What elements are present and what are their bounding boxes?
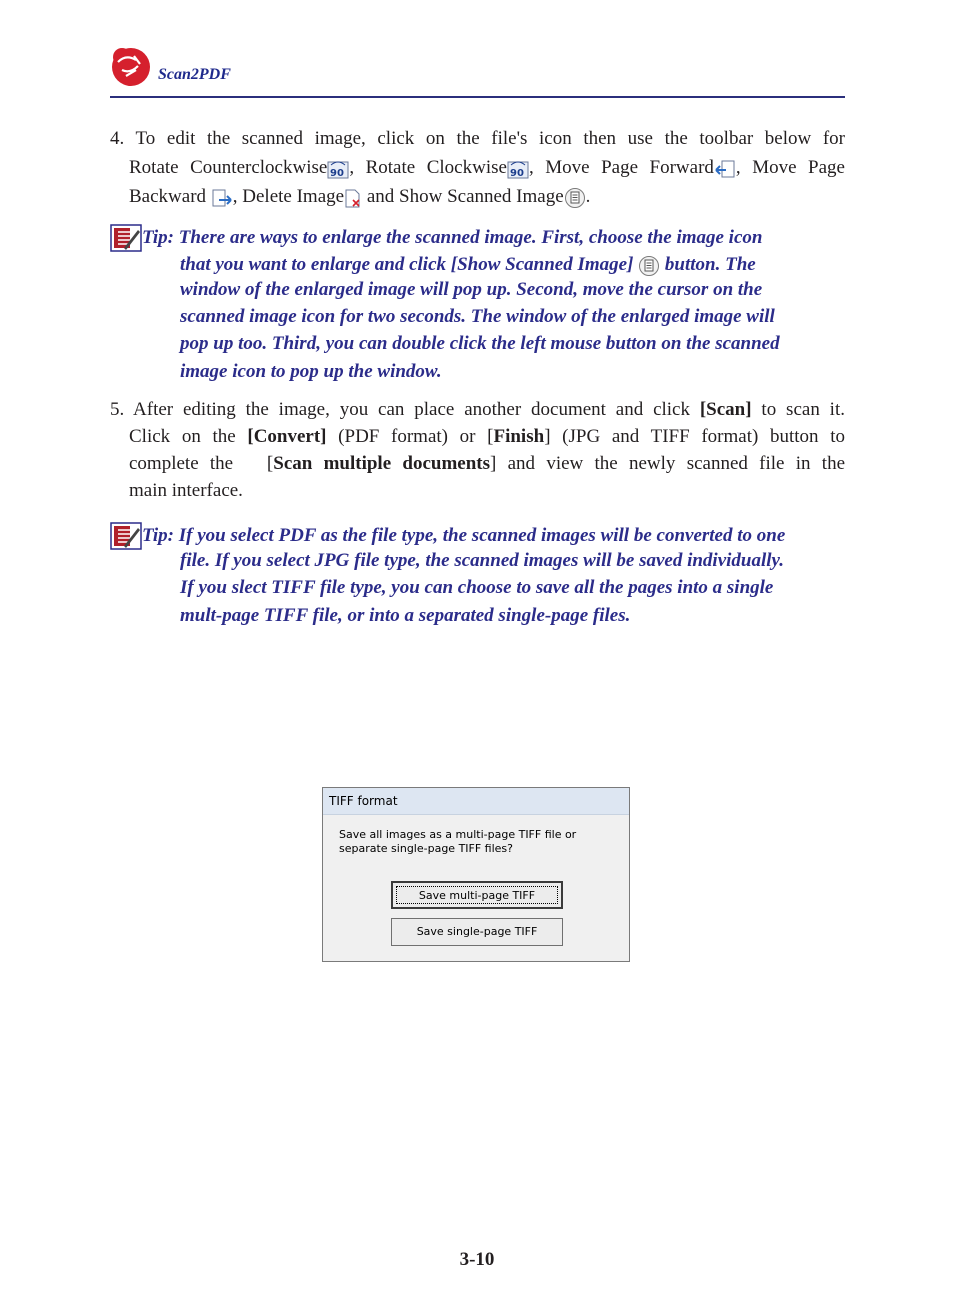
tip-1-line-2 (180, 251, 756, 278)
move-forward-label: , Move Page Forward (528, 157, 714, 178)
tip-1-line-5: pop up too. Third, you can double click the left mouse button on the scanned (180, 333, 780, 354)
step-4-line-2 (110, 153, 845, 182)
move-forward-icon (714, 159, 736, 179)
step-5-text: ] and view the newly scanned file in the (490, 453, 845, 474)
logo-icon (108, 42, 154, 88)
finish-label: Finish (493, 426, 545, 447)
brand-name: Scan2PDF (158, 66, 231, 83)
rotate-cw-label: , Rotate Clockwise (349, 157, 507, 178)
dialog-titlebar (323, 788, 629, 815)
save-multi-page-tiff-button[interactable] (391, 881, 563, 909)
move-backward-icon (211, 188, 233, 208)
scan-multiple-label: Scan multiple documents (273, 453, 491, 474)
svg-text:90: 90 (509, 167, 524, 179)
tip-2 (110, 522, 845, 632)
tip-1-line-2a: that you want to enlarge and click [Show Scanned Image] (180, 254, 634, 275)
tip-2-line-1: Tip: If you select PDF as the file type, the scanned images will be converted to one (142, 525, 786, 546)
tip-1-line-6: image icon to pop up the window. (180, 361, 442, 382)
rotate-ccw-icon (327, 159, 349, 179)
step-5-line-4: main interface. (129, 480, 243, 501)
step-5-line-3 (110, 450, 845, 477)
show-image-icon (638, 255, 660, 277)
period: . (585, 186, 591, 207)
save-multi-label: Save multi-page TIFF (418, 889, 536, 902)
step-5-text: Click on the (129, 426, 248, 447)
show-scanned-label: and Show Scanned Image (362, 186, 564, 207)
tip-1-line-2b: button. The (664, 254, 756, 275)
dialog-title: TIFF format (329, 794, 398, 808)
backward-label: Backward (129, 186, 207, 207)
step-4-paragraph (110, 124, 845, 211)
step-4-line-3 (110, 182, 845, 211)
tip-1-line-1: Tip: There are ways to enlarge the scanned image. First, choose the image icon (142, 227, 763, 248)
save-single-label: Save single-page TIFF (416, 925, 538, 938)
tip-1-line-4: scanned image icon for two seconds. The window of the enlarged image will (180, 306, 775, 327)
header-divider (110, 96, 845, 98)
step-5-paragraph (110, 396, 845, 504)
tip-1-line-3: window of the enlarged image will pop up. Second, move the cursor on the (180, 279, 763, 300)
step-5-text: to scan it. (751, 399, 845, 420)
tip-notepad-icon (110, 522, 142, 550)
rotate-ccw-label: Rotate Counterclockwise (129, 157, 328, 178)
step-5-line-2 (110, 423, 845, 450)
move-page-label: , Move Page (735, 157, 845, 178)
svg-text:90: 90 (330, 167, 345, 179)
tip-1 (110, 224, 845, 384)
step-5-text: (PDF format) or [ (326, 426, 494, 447)
step-4-line-1: 4. To edit the scanned image, click on the file's icon then use the toolbar below for (110, 128, 845, 149)
delete-image-label: , Delete Image (232, 186, 345, 207)
step-5-text: ] (JPG and TIFF format) button to (544, 426, 845, 447)
tiff-format-dialog (322, 787, 630, 962)
tip-2-line-3: If you slect TIFF file type, you can choose to save all the pages into a single (180, 577, 774, 598)
step-5-text: complete the [ (129, 453, 274, 474)
show-image-icon (564, 187, 586, 209)
save-single-page-tiff-button[interactable] (391, 918, 563, 946)
page-number: 3-10 (459, 1249, 495, 1270)
step-5-line-1 (110, 396, 845, 423)
scan-label: [Scan] (699, 399, 752, 420)
delete-image-icon (344, 188, 362, 208)
tip-2-line-4: mult-page TIFF file, or into a separated single-page files. (180, 605, 631, 626)
tip-notepad-icon (110, 224, 142, 252)
convert-label: [Convert] (247, 426, 327, 447)
rotate-cw-icon (507, 159, 529, 179)
step-5-text: 5. After editing the image, you can place another document and click (110, 399, 700, 420)
dialog-message: Save all images as a multi-page TIFF file or separate single-page TIFF files? (339, 828, 577, 855)
tip-2-line-2: file. If you select JPG file type, the scanned images will be saved individually. (180, 550, 785, 571)
